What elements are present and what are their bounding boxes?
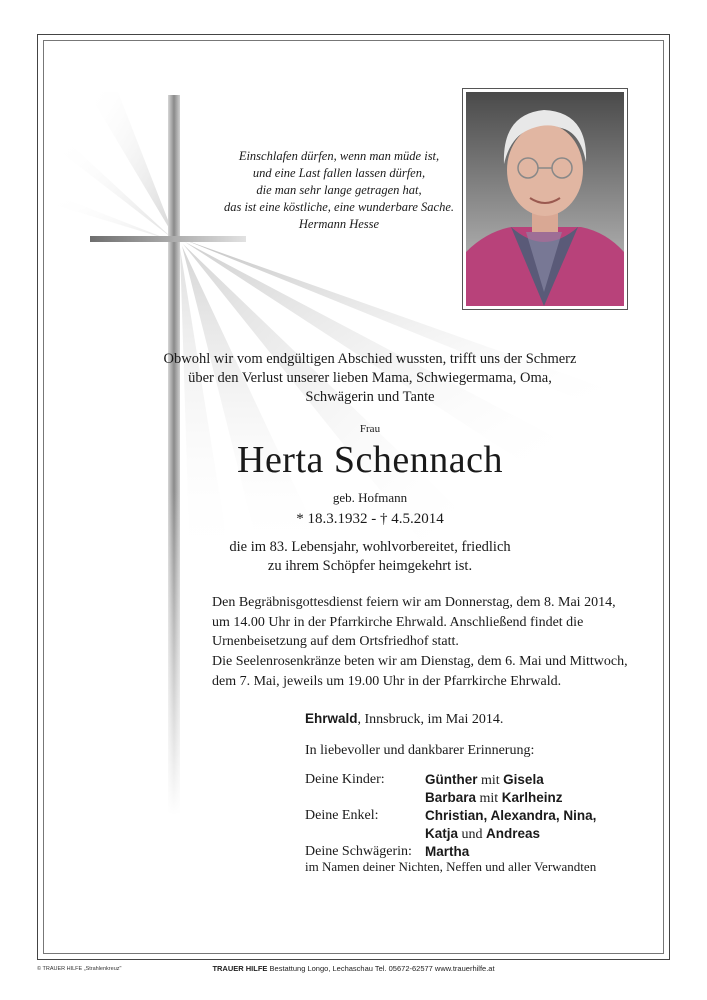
partner-name: Gisela [503, 772, 544, 787]
passing-line: die im 83. Lebensjahr, wohlvorbereitet, friedlich [229, 539, 511, 555]
grandchild-name: Katja [425, 826, 459, 841]
separator: , [555, 808, 564, 823]
funeral-paragraph [212, 593, 630, 652]
place-name: Ehrwald [305, 711, 358, 726]
intro-line: über den Verlust unserer lieben Mama, Schwiegermama, Oma, [188, 370, 552, 386]
child-name: Barbara [425, 790, 477, 805]
children-label: Deine Kinder: [305, 772, 385, 787]
life-dates: * 18.3.1932 - † 4.5.2014 [296, 511, 444, 527]
passing-line: zu ihrem Schöpfer heimgekehrt ist. [267, 558, 473, 574]
grandchild-name: Christian [425, 808, 484, 823]
quote-line: Einschlafen dürfen, wenn man müde ist, [238, 149, 440, 163]
deceased-name: Herta Schennach [237, 439, 503, 481]
passing-text [120, 538, 620, 576]
intro-line: Obwohl wir vom endgültigen Abschied wussten, trifft uns der Schmerz [163, 351, 577, 367]
relatives-line: im Namen deiner Nichten, Neffen und aller Verwandten [305, 859, 597, 874]
intro-line: Schwägerin und Tante [305, 389, 435, 405]
footer [0, 964, 707, 973]
portrait-photo [462, 88, 628, 310]
salutation: Frau [359, 423, 381, 435]
place-rest: , Innsbruck, im Mai 2014. [357, 712, 504, 727]
footer-brand: TRAUER HILFE [212, 964, 268, 973]
grandchild-name: Alexandra [490, 808, 556, 823]
quote-author: Hermann Hesse [298, 217, 380, 231]
grandchildren-label: Deine Enkel: [305, 808, 379, 823]
memory-line: In liebevoller und dankbarer Erinnerung: [305, 743, 535, 758]
grandchild-name: Nina [563, 808, 593, 823]
sisterinlaw-label: Deine Schwägerin: [305, 844, 412, 859]
funeral-line: Urnenbeisetzung auf dem Ortsfriedhof statt. [212, 634, 459, 649]
grandchild-name: Andreas [486, 826, 541, 841]
sisterinlaw-name: Martha [425, 844, 470, 859]
rosary-paragraph [212, 652, 630, 691]
copyright-note: © TRAUER HILFE „Strahlenkreuz" [37, 966, 122, 972]
separator: , [483, 808, 491, 823]
connector: mit [476, 791, 502, 806]
funeral-line: um 14.00 Uhr in der Pfarrkirche Ehrwald. Anschließend findet die [212, 614, 584, 630]
footer-contact: Bestattung Longo, Lechaschau Tel. 05672-62577 www.trauerhilfe.at [267, 964, 495, 973]
child-name: Günther [425, 772, 478, 787]
place-date [305, 711, 503, 728]
separator: , [592, 808, 597, 823]
rosary-line: dem 7. Mai, jeweils um 19.00 Uhr in der Pfarrkirche Ehrwald. [212, 673, 562, 689]
quote-line: die man sehr lange getragen hat, [256, 183, 422, 197]
memorial-quote [200, 148, 478, 233]
connector: mit [477, 773, 504, 788]
partner-name: Karlheinz [501, 790, 563, 805]
intro-text [120, 350, 620, 407]
funeral-line: Den Begräbnisgottesdienst feiern wir am Donnerstag, dem 8. Mai 2014, [212, 595, 616, 610]
birth-name: geb. Hofmann [332, 490, 408, 505]
quote-line: das ist eine köstliche, eine wunderbare Sache. [223, 200, 455, 214]
quote-line: und eine Last fallen lassen dürfen, [252, 166, 426, 180]
rosary-line: Die Seelenrosenkränze beten wir am Dienstag, dem 6. Mai und Mittwoch, [212, 654, 628, 669]
connector: und [458, 827, 487, 842]
